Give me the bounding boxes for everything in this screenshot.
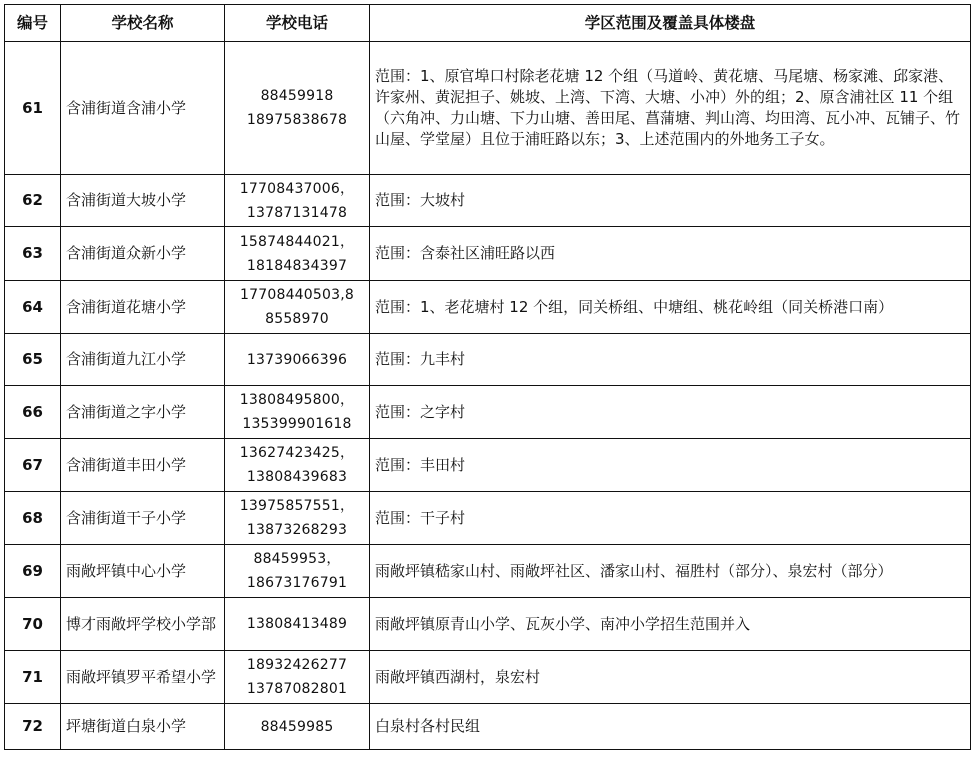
header-number: 编号 bbox=[5, 5, 61, 42]
phone-number: 18184834397 bbox=[246, 257, 348, 274]
school-phone bbox=[225, 439, 370, 492]
row-number: 68 bbox=[5, 492, 61, 545]
school-name: 坪塘街道白泉小学 bbox=[61, 704, 225, 750]
phone-number: 13808439683 bbox=[246, 469, 348, 485]
school-name: 含浦街道丰田小学 bbox=[61, 439, 225, 492]
row-number: 61 bbox=[5, 42, 61, 175]
phone-number: 18673176791 bbox=[246, 575, 348, 591]
header-school-phone: 学校电话 bbox=[225, 5, 370, 42]
phone-number: 13808413489 bbox=[246, 616, 348, 632]
phone-number: 15874844021， bbox=[239, 233, 355, 250]
table-row bbox=[5, 227, 971, 281]
phone-number: 13787131478 bbox=[246, 204, 348, 221]
school-name: 含浦街道之字小学 bbox=[61, 386, 225, 439]
district-scope: 范围：1、老花塘村 12 个组，同关桥组、中塘组、桃花岭组（同关桥港口南） bbox=[370, 281, 971, 334]
phone-number: 18975838678 bbox=[246, 112, 348, 128]
phone-number: 13808495800， bbox=[239, 392, 355, 408]
phone-number: 13873268293 bbox=[246, 522, 348, 538]
district-scope: 范围：干子村 bbox=[370, 492, 971, 545]
school-phone bbox=[225, 334, 370, 386]
header-district-scope: 学区范围及覆盖具体楼盘 bbox=[370, 5, 971, 42]
district-scope: 范围：九丰村 bbox=[370, 334, 971, 386]
phone-number: 8558970 bbox=[265, 311, 329, 327]
phone-number: 88459918 bbox=[260, 88, 334, 104]
row-number: 70 bbox=[5, 598, 61, 651]
district-scope: 范围：1、原官埠口村除老花塘 12 个组（马道岭、黄花塘、马尾塘、杨家滩、邱家港、许家州、黄泥担子、姚坡、上湾、下湾、大塘、小冲）外的组；2、原含浦社区 11 个组（六角冲、力山塘、下力山塘、善田尾、菖蒲塘、判山湾、均田湾、瓦小冲、瓦铺子、竹山屋、学堂屋）且位于浦旺路以东；3、上述范围内的外地务工子女。 bbox=[370, 42, 971, 175]
row-number: 67 bbox=[5, 439, 61, 492]
school-phone bbox=[225, 545, 370, 598]
school-district-table bbox=[4, 4, 971, 750]
school-name: 雨敞坪镇中心小学 bbox=[61, 545, 225, 598]
school-phone bbox=[225, 651, 370, 704]
row-number: 65 bbox=[5, 334, 61, 386]
school-phone bbox=[225, 175, 370, 227]
table-row bbox=[5, 651, 971, 704]
district-scope: 范围：之字村 bbox=[370, 386, 971, 439]
phone-number: 13627423425， bbox=[239, 445, 355, 461]
row-number: 71 bbox=[5, 651, 61, 704]
row-number: 66 bbox=[5, 386, 61, 439]
row-number: 72 bbox=[5, 704, 61, 750]
school-phone bbox=[225, 598, 370, 651]
phone-number: 88459985 bbox=[260, 718, 334, 735]
school-name: 含浦街道大坡小学 bbox=[61, 175, 225, 227]
school-phone bbox=[225, 227, 370, 281]
district-scope: 雨敞坪镇西湖村，泉宏村 bbox=[370, 651, 971, 704]
district-scope: 范围：含泰社区浦旺路以西 bbox=[370, 227, 971, 281]
table-row bbox=[5, 386, 971, 439]
row-number: 63 bbox=[5, 227, 61, 281]
school-name: 含浦街道花塘小学 bbox=[61, 281, 225, 334]
phone-number: 18932426277 bbox=[246, 657, 348, 673]
school-phone bbox=[225, 386, 370, 439]
phone-number: 17708437006， bbox=[239, 180, 355, 197]
phone-number: 135399901618 bbox=[242, 416, 352, 432]
district-scope: 范围：大坡村 bbox=[370, 175, 971, 227]
table-row bbox=[5, 598, 971, 651]
school-name: 含浦街道干子小学 bbox=[61, 492, 225, 545]
school-name: 雨敞坪镇罗平希望小学 bbox=[61, 651, 225, 704]
row-number: 64 bbox=[5, 281, 61, 334]
school-phone bbox=[225, 42, 370, 175]
table-row bbox=[5, 439, 971, 492]
table-row bbox=[5, 492, 971, 545]
phone-number: 88459953， bbox=[253, 551, 341, 567]
district-scope: 雨敞坪镇嵇家山村、雨敞坪社区、潘家山村、福胜村（部分）、泉宏村（部分） bbox=[370, 545, 971, 598]
district-scope: 白泉村各村民组 bbox=[370, 704, 971, 750]
row-number: 62 bbox=[5, 175, 61, 227]
district-scope: 雨敞坪镇原青山小学、瓦灰小学、南冲小学招生范围并入 bbox=[370, 598, 971, 651]
school-name: 含浦街道含浦小学 bbox=[61, 42, 225, 175]
table-row bbox=[5, 42, 971, 175]
table-row bbox=[5, 545, 971, 598]
school-phone bbox=[225, 281, 370, 334]
table-row bbox=[5, 175, 971, 227]
school-name: 博才雨敞坪学校小学部 bbox=[61, 598, 225, 651]
school-name: 含浦街道九江小学 bbox=[61, 334, 225, 386]
school-phone bbox=[225, 492, 370, 545]
phone-number: 13975857551， bbox=[239, 498, 355, 514]
row-number: 69 bbox=[5, 545, 61, 598]
district-scope: 范围：丰田村 bbox=[370, 439, 971, 492]
phone-number: 13787082801 bbox=[246, 681, 348, 697]
header-row bbox=[5, 5, 971, 42]
school-name: 含浦街道众新小学 bbox=[61, 227, 225, 281]
phone-number: 17708440503,8 bbox=[240, 287, 354, 303]
table-row bbox=[5, 704, 971, 750]
table-row bbox=[5, 334, 971, 386]
school-phone bbox=[225, 704, 370, 750]
table-row bbox=[5, 281, 971, 334]
phone-number: 13739066396 bbox=[246, 351, 348, 368]
header-school-name: 学校名称 bbox=[61, 5, 225, 42]
